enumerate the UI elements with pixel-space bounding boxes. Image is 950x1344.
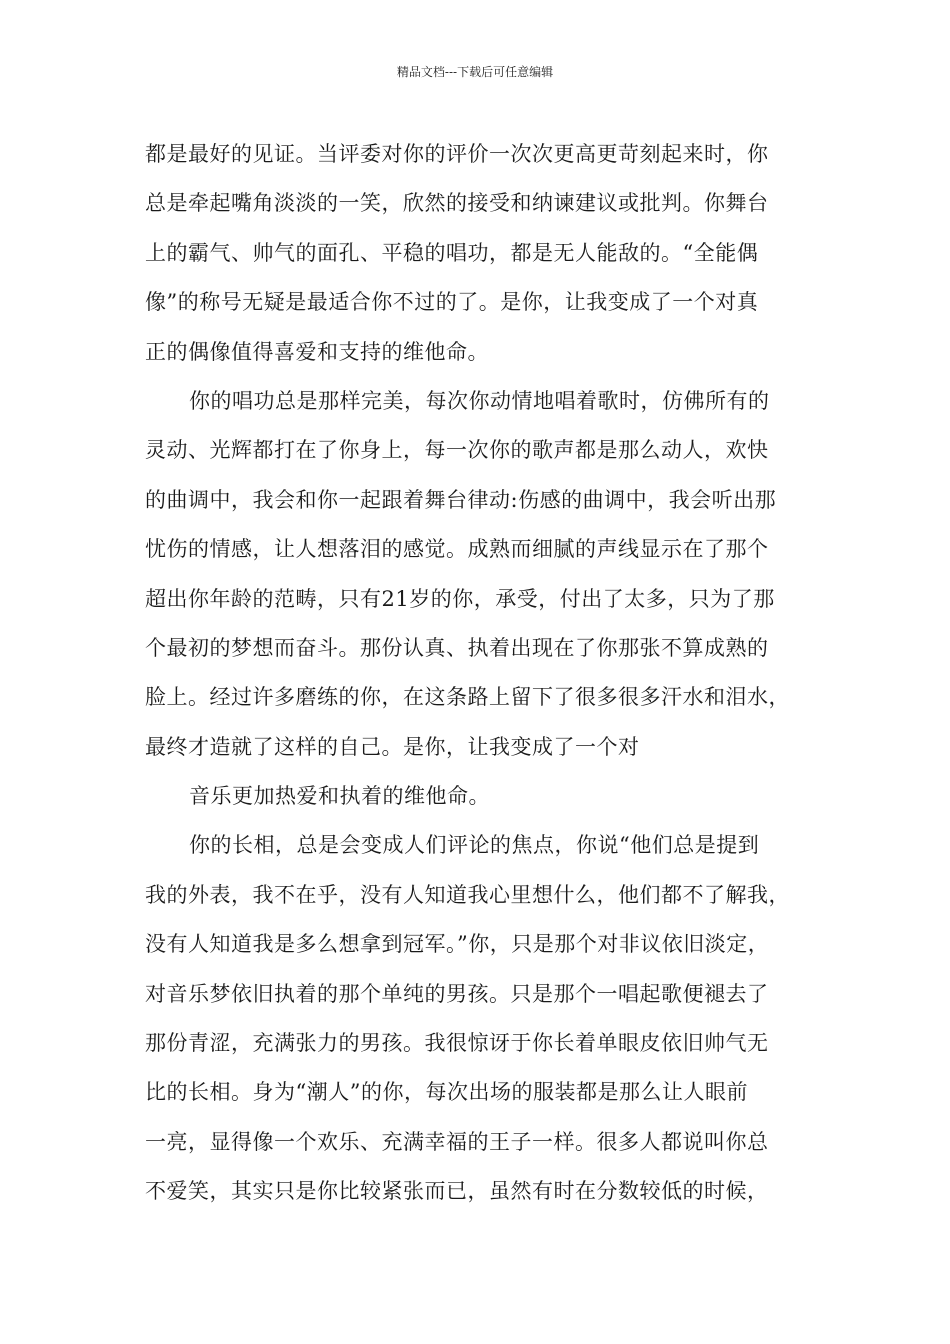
text-line: 忧伤的情感，让人想落泪的感觉。成熟而细腻的声线显示在了那个 [145, 537, 769, 562]
text-line: 正的偶像值得喜爱和支持的维他命。 [145, 339, 489, 364]
text-line: 个最初的梦想而奋斗。那份认真、执着出现在了你那张不算成熟的 [145, 635, 769, 660]
page-header: 精品文档---下载后可任意编辑 [396, 65, 554, 79]
paragraph-first-line: 你的长相，总是会变成人们评论的焦点，你说“他们总是提到 [189, 833, 760, 858]
text-line: 总是牵起嘴角淡淡的一笑，欣然的接受和纳谏建议或批判。你舞台 [145, 191, 769, 216]
text-line: 脸上。经过许多磨练的你，在这条路上留下了很多很多汗水和泪水， [145, 685, 790, 710]
text-line: 上的霸气、帅气的面孔、平稳的唱功，都是无人能敌的。“全能偶 [145, 240, 759, 265]
text-line: 一亮，显得像一个欢乐、充满幸福的王子一样。很多人都说叫你总 [145, 1129, 769, 1154]
text-line: 我的外表，我不在乎，没有人知道我心里想什么，他们都不了解我， [145, 882, 790, 907]
text-line: 比的长相。身为“潮人”的你，每次出场的服装都是那么让人眼前 [145, 1080, 748, 1105]
text-line: 不爱笑，其实只是你比较紧张而已，虽然有时在分数较低的时候， [145, 1179, 769, 1204]
paragraph-first-line: 音乐更加热爱和执着的维他命。 [189, 784, 490, 809]
text-line: 那份青涩，充满张力的男孩。我很惊讶于你长着单眼皮依旧帅气无 [145, 1031, 769, 1056]
text-line: 都是最好的见证。当评委对你的评价一次次更高更苛刻起来时，你 [145, 142, 769, 166]
text-line: 超出你年龄的范畴，只有21岁的你，承受，付出了太多，只为了那 [145, 586, 775, 611]
text-line: 没有人知道我是多么想拿到冠军。”你，只是那个对非议依旧淡定， [145, 932, 770, 957]
text-line: 像”的称号无疑是最适合你不过的了。是你，让我变成了一个对真 [145, 290, 759, 315]
text-line: 最终才造就了这样的自己。是你，让我变成了一个对 [145, 734, 640, 759]
text-line: 对音乐梦依旧执着的那个单纯的男孩。只是那个一唱起歌便褪去了 [145, 981, 769, 1006]
text-line: 灵动、光辉都打在了你身上，每一次你的歌声都是那么动人，欢快 [145, 438, 769, 463]
paragraph-first-line: 你的唱功总是那样完美，每次你动情地唱着歌时，仿佛所有的 [189, 388, 770, 413]
document-body [145, 130, 835, 1217]
text-line: 的曲调中，我会和你一起跟着舞台律动:伤感的曲调中，我会听出那 [145, 487, 777, 512]
